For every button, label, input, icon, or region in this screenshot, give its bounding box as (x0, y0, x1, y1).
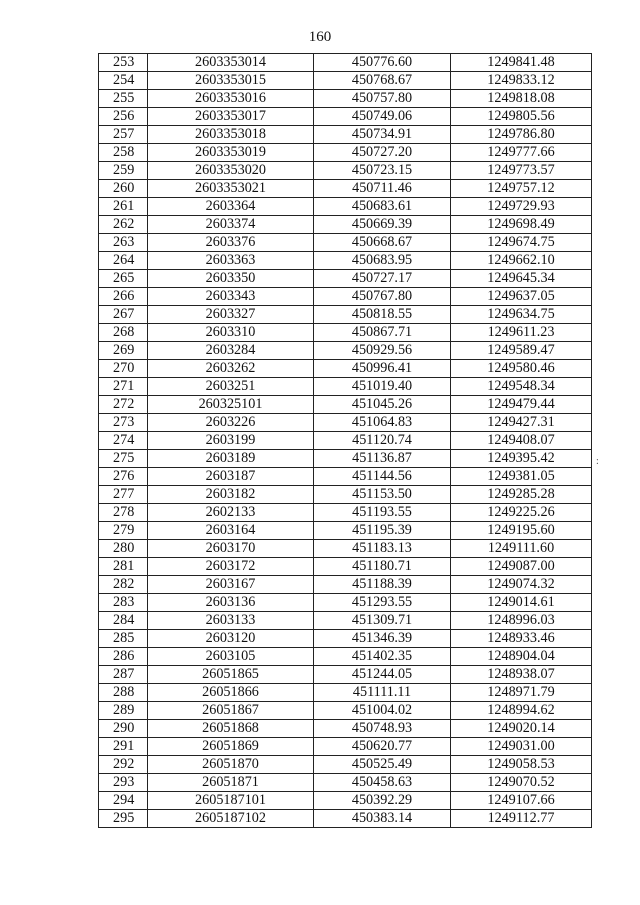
row-index-cell: 266 (99, 288, 148, 306)
row-index-cell: 280 (99, 540, 148, 558)
table-row (99, 396, 592, 414)
y-coordinate-cell: 1248971.79 (451, 684, 592, 702)
x-coordinate-cell: 451183.13 (314, 540, 451, 558)
x-coordinate-cell: 450668.67 (314, 234, 451, 252)
row-index-cell: 257 (99, 126, 148, 144)
table-row (99, 342, 592, 360)
row-index-cell: 272 (99, 396, 148, 414)
point-id-cell: 2603189 (148, 450, 314, 468)
point-id-cell: 26051868 (148, 720, 314, 738)
point-id-cell: 2603187 (148, 468, 314, 486)
table-row (99, 540, 592, 558)
table-row (99, 252, 592, 270)
point-id-cell: 26051865 (148, 666, 314, 684)
x-coordinate-cell: 450727.17 (314, 270, 451, 288)
point-id-cell: 2603353018 (148, 126, 314, 144)
y-coordinate-cell: 1249548.34 (451, 378, 592, 396)
row-index-cell: 263 (99, 234, 148, 252)
point-id-cell: 2603376 (148, 234, 314, 252)
table-row (99, 792, 592, 810)
y-coordinate-cell: 1249833.12 (451, 72, 592, 90)
y-coordinate-cell: 1249014.61 (451, 594, 592, 612)
y-coordinate-cell: 1249020.14 (451, 720, 592, 738)
point-id-cell: 2603374 (148, 216, 314, 234)
row-index-cell: 286 (99, 648, 148, 666)
point-id-cell: 2603120 (148, 630, 314, 648)
point-id-cell: 2603182 (148, 486, 314, 504)
y-coordinate-cell: 1249757.12 (451, 180, 592, 198)
table-row (99, 108, 592, 126)
point-id-cell: 2603310 (148, 324, 314, 342)
point-id-cell: 2603199 (148, 432, 314, 450)
row-index-cell: 274 (99, 432, 148, 450)
point-id-cell: 2603262 (148, 360, 314, 378)
y-coordinate-cell: 1248933.46 (451, 630, 592, 648)
row-index-cell: 258 (99, 144, 148, 162)
stray-mark: : (596, 456, 599, 467)
table-row (99, 558, 592, 576)
x-coordinate-cell: 451346.39 (314, 630, 451, 648)
y-coordinate-cell: 1249285.28 (451, 486, 592, 504)
table-row (99, 234, 592, 252)
coordinates-table-container (98, 53, 591, 828)
table-row (99, 612, 592, 630)
y-coordinate-cell: 1249479.44 (451, 396, 592, 414)
table-row (99, 162, 592, 180)
x-coordinate-cell: 451402.35 (314, 648, 451, 666)
y-coordinate-cell: 1249381.05 (451, 468, 592, 486)
table-row (99, 360, 592, 378)
x-coordinate-cell: 450620.77 (314, 738, 451, 756)
table-row (99, 288, 592, 306)
point-id-cell: 2605187101 (148, 792, 314, 810)
x-coordinate-cell: 451004.02 (314, 702, 451, 720)
table-row (99, 702, 592, 720)
row-index-cell: 283 (99, 594, 148, 612)
y-coordinate-cell: 1249698.49 (451, 216, 592, 234)
table-row (99, 504, 592, 522)
row-index-cell: 256 (99, 108, 148, 126)
y-coordinate-cell: 1249070.52 (451, 774, 592, 792)
table-row (99, 684, 592, 702)
point-id-cell: 2603350 (148, 270, 314, 288)
row-index-cell: 265 (99, 270, 148, 288)
point-id-cell: 2603353020 (148, 162, 314, 180)
x-coordinate-cell: 451195.39 (314, 522, 451, 540)
row-index-cell: 289 (99, 702, 148, 720)
y-coordinate-cell: 1249112.77 (451, 810, 592, 828)
row-index-cell: 292 (99, 756, 148, 774)
table-row (99, 720, 592, 738)
point-id-cell: 26051867 (148, 702, 314, 720)
y-coordinate-cell: 1249805.56 (451, 108, 592, 126)
table-row (99, 450, 592, 468)
row-index-cell: 270 (99, 360, 148, 378)
table-row (99, 738, 592, 756)
row-index-cell: 287 (99, 666, 148, 684)
x-coordinate-cell: 450525.49 (314, 756, 451, 774)
coordinates-table (98, 53, 592, 828)
row-index-cell: 254 (99, 72, 148, 90)
row-index-cell: 276 (99, 468, 148, 486)
point-id-cell: 2603167 (148, 576, 314, 594)
x-coordinate-cell: 450929.56 (314, 342, 451, 360)
point-id-cell: 26051869 (148, 738, 314, 756)
y-coordinate-cell: 1249111.60 (451, 540, 592, 558)
table-row (99, 90, 592, 108)
point-id-cell: 2603353015 (148, 72, 314, 90)
point-id-cell: 26051871 (148, 774, 314, 792)
y-coordinate-cell: 1249818.08 (451, 90, 592, 108)
y-coordinate-cell: 1249674.75 (451, 234, 592, 252)
x-coordinate-cell: 450996.41 (314, 360, 451, 378)
point-id-cell: 2603353014 (148, 54, 314, 72)
point-id-cell: 2603172 (148, 558, 314, 576)
x-coordinate-cell: 451293.55 (314, 594, 451, 612)
point-id-cell: 2605187102 (148, 810, 314, 828)
x-coordinate-cell: 450767.80 (314, 288, 451, 306)
row-index-cell: 281 (99, 558, 148, 576)
row-index-cell: 268 (99, 324, 148, 342)
row-index-cell: 273 (99, 414, 148, 432)
x-coordinate-cell: 451180.71 (314, 558, 451, 576)
y-coordinate-cell: 1249427.31 (451, 414, 592, 432)
table-row (99, 522, 592, 540)
y-coordinate-cell: 1249408.07 (451, 432, 592, 450)
y-coordinate-cell: 1249087.00 (451, 558, 592, 576)
row-index-cell: 264 (99, 252, 148, 270)
x-coordinate-cell: 450458.63 (314, 774, 451, 792)
x-coordinate-cell: 451193.55 (314, 504, 451, 522)
table-row (99, 756, 592, 774)
x-coordinate-cell: 451045.26 (314, 396, 451, 414)
x-coordinate-cell: 450392.29 (314, 792, 451, 810)
table-row (99, 216, 592, 234)
x-coordinate-cell: 450383.14 (314, 810, 451, 828)
row-index-cell: 285 (99, 630, 148, 648)
x-coordinate-cell: 451019.40 (314, 378, 451, 396)
row-index-cell: 277 (99, 486, 148, 504)
point-id-cell: 2603364 (148, 198, 314, 216)
y-coordinate-cell: 1248996.03 (451, 612, 592, 630)
row-index-cell: 275 (99, 450, 148, 468)
table-row (99, 468, 592, 486)
row-index-cell: 271 (99, 378, 148, 396)
y-coordinate-cell: 1249225.26 (451, 504, 592, 522)
x-coordinate-cell: 451153.50 (314, 486, 451, 504)
x-coordinate-cell: 450749.06 (314, 108, 451, 126)
row-index-cell: 288 (99, 684, 148, 702)
point-id-cell: 2603327 (148, 306, 314, 324)
y-coordinate-cell: 1249634.75 (451, 306, 592, 324)
point-id-cell: 2603353019 (148, 144, 314, 162)
row-index-cell: 291 (99, 738, 148, 756)
x-coordinate-cell: 450711.46 (314, 180, 451, 198)
y-coordinate-cell: 1249580.46 (451, 360, 592, 378)
x-coordinate-cell: 450867.71 (314, 324, 451, 342)
row-index-cell: 290 (99, 720, 148, 738)
y-coordinate-cell: 1249729.93 (451, 198, 592, 216)
x-coordinate-cell: 450818.55 (314, 306, 451, 324)
y-coordinate-cell: 1248904.04 (451, 648, 592, 666)
row-index-cell: 294 (99, 792, 148, 810)
table-row (99, 126, 592, 144)
x-coordinate-cell: 451136.87 (314, 450, 451, 468)
table-row (99, 72, 592, 90)
table-row (99, 594, 592, 612)
x-coordinate-cell: 451111.11 (314, 684, 451, 702)
point-id-cell: 2603343 (148, 288, 314, 306)
point-id-cell: 260325101 (148, 396, 314, 414)
point-id-cell: 2603353021 (148, 180, 314, 198)
table-row (99, 774, 592, 792)
point-id-cell: 2603170 (148, 540, 314, 558)
x-coordinate-cell: 450683.95 (314, 252, 451, 270)
point-id-cell: 26051866 (148, 684, 314, 702)
y-coordinate-cell: 1249662.10 (451, 252, 592, 270)
point-id-cell: 2602133 (148, 504, 314, 522)
point-id-cell: 2603133 (148, 612, 314, 630)
row-index-cell: 260 (99, 180, 148, 198)
table-row (99, 810, 592, 828)
table-row (99, 180, 592, 198)
table-row (99, 378, 592, 396)
x-coordinate-cell: 450683.61 (314, 198, 451, 216)
point-id-cell: 2603226 (148, 414, 314, 432)
y-coordinate-cell: 1249637.05 (451, 288, 592, 306)
point-id-cell: 2603353017 (148, 108, 314, 126)
x-coordinate-cell: 450669.39 (314, 216, 451, 234)
point-id-cell: 2603164 (148, 522, 314, 540)
table-row (99, 414, 592, 432)
table-row (99, 306, 592, 324)
page-number: 160 (308, 29, 332, 45)
y-coordinate-cell: 1249777.66 (451, 144, 592, 162)
table-row (99, 648, 592, 666)
table-row (99, 324, 592, 342)
x-coordinate-cell: 450723.15 (314, 162, 451, 180)
row-index-cell: 279 (99, 522, 148, 540)
x-coordinate-cell: 451244.05 (314, 666, 451, 684)
table-row (99, 198, 592, 216)
table-row (99, 432, 592, 450)
y-coordinate-cell: 1249786.80 (451, 126, 592, 144)
x-coordinate-cell: 451144.56 (314, 468, 451, 486)
row-index-cell: 259 (99, 162, 148, 180)
row-index-cell: 253 (99, 54, 148, 72)
x-coordinate-cell: 450748.93 (314, 720, 451, 738)
row-index-cell: 269 (99, 342, 148, 360)
y-coordinate-cell: 1248938.07 (451, 666, 592, 684)
y-coordinate-cell: 1249058.53 (451, 756, 592, 774)
point-id-cell: 2603363 (148, 252, 314, 270)
row-index-cell: 282 (99, 576, 148, 594)
coordinates-table-body (99, 54, 592, 828)
x-coordinate-cell: 451064.83 (314, 414, 451, 432)
table-row (99, 576, 592, 594)
row-index-cell: 278 (99, 504, 148, 522)
table-row (99, 54, 592, 72)
row-index-cell: 284 (99, 612, 148, 630)
x-coordinate-cell: 450757.80 (314, 90, 451, 108)
table-row (99, 486, 592, 504)
y-coordinate-cell: 1249645.34 (451, 270, 592, 288)
y-coordinate-cell: 1249031.00 (451, 738, 592, 756)
table-row (99, 144, 592, 162)
y-coordinate-cell: 1249589.47 (451, 342, 592, 360)
table-row (99, 270, 592, 288)
x-coordinate-cell: 450727.20 (314, 144, 451, 162)
row-index-cell: 295 (99, 810, 148, 828)
point-id-cell: 26051870 (148, 756, 314, 774)
y-coordinate-cell: 1248994.62 (451, 702, 592, 720)
x-coordinate-cell: 450768.67 (314, 72, 451, 90)
row-index-cell: 255 (99, 90, 148, 108)
table-row (99, 666, 592, 684)
y-coordinate-cell: 1249107.66 (451, 792, 592, 810)
x-coordinate-cell: 450776.60 (314, 54, 451, 72)
x-coordinate-cell: 450734.91 (314, 126, 451, 144)
point-id-cell: 2603353016 (148, 90, 314, 108)
point-id-cell: 2603105 (148, 648, 314, 666)
point-id-cell: 2603284 (148, 342, 314, 360)
y-coordinate-cell: 1249611.23 (451, 324, 592, 342)
y-coordinate-cell: 1249195.60 (451, 522, 592, 540)
table-row (99, 630, 592, 648)
row-index-cell: 267 (99, 306, 148, 324)
point-id-cell: 2603136 (148, 594, 314, 612)
y-coordinate-cell: 1249773.57 (451, 162, 592, 180)
x-coordinate-cell: 451120.74 (314, 432, 451, 450)
y-coordinate-cell: 1249395.42 (451, 450, 592, 468)
point-id-cell: 2603251 (148, 378, 314, 396)
row-index-cell: 261 (99, 198, 148, 216)
row-index-cell: 262 (99, 216, 148, 234)
row-index-cell: 293 (99, 774, 148, 792)
x-coordinate-cell: 451188.39 (314, 576, 451, 594)
y-coordinate-cell: 1249074.32 (451, 576, 592, 594)
x-coordinate-cell: 451309.71 (314, 612, 451, 630)
y-coordinate-cell: 1249841.48 (451, 54, 592, 72)
